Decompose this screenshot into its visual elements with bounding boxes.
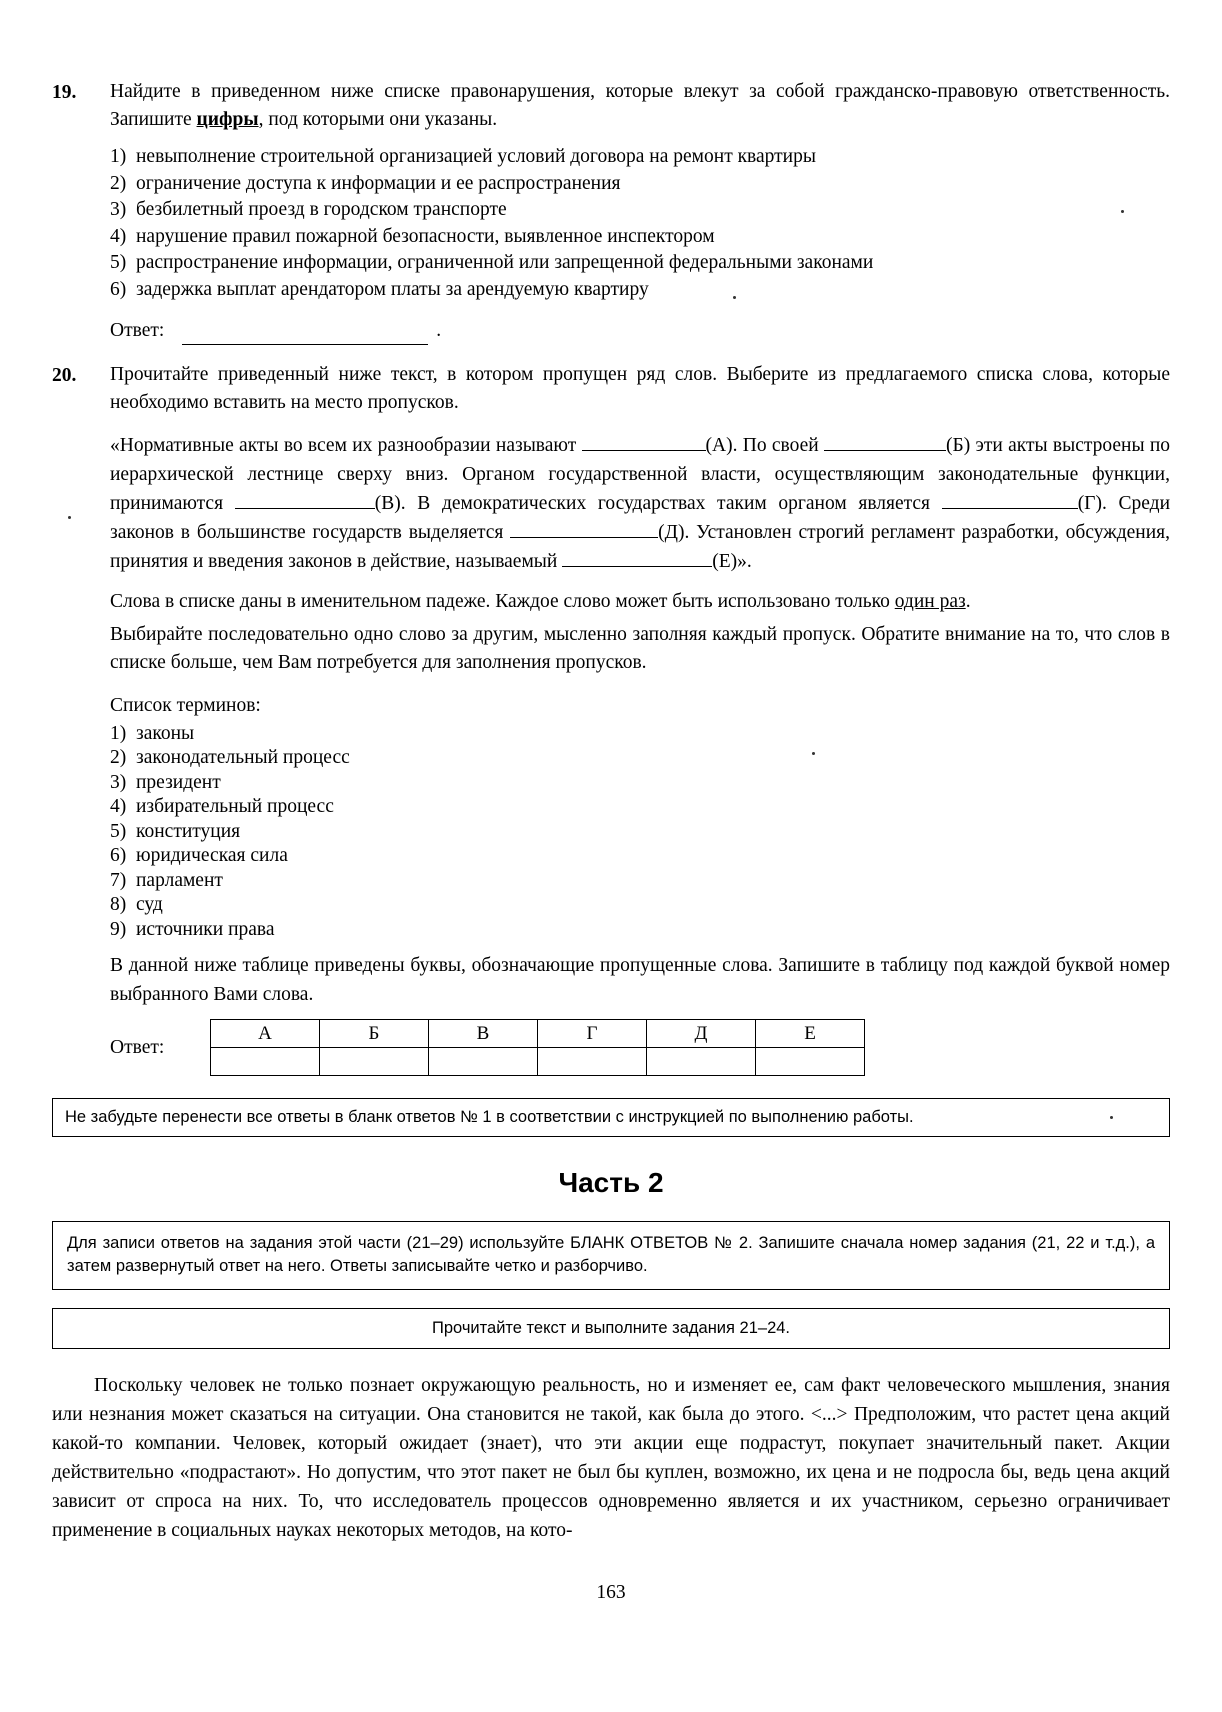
speck-mark: [68, 516, 71, 519]
page-content: [52, 78, 1170, 1545]
quote-label-g: (Г). Среди законов в большинстве государств выделяется: [110, 493, 1170, 543]
list-item: [110, 250, 1170, 277]
task-19-number: 19.: [52, 82, 77, 103]
list-item: [110, 869, 1170, 894]
term-text: суд: [136, 894, 163, 915]
table-header-cell: Г: [538, 1020, 647, 1048]
answer-cell-v[interactable]: [429, 1048, 538, 1076]
term-text: законодательный процесс: [136, 747, 350, 768]
task-20: [52, 361, 1170, 1076]
term-text: юридическая сила: [136, 845, 288, 866]
list-item: [110, 795, 1170, 820]
list-item: [110, 197, 1170, 224]
option-text: распространение информации, ограниченной или запрещенной федеральными законами: [136, 252, 874, 273]
gap-e[interactable]: [562, 549, 712, 567]
table-row: [211, 1020, 865, 1048]
gap-b[interactable]: [824, 433, 946, 451]
list-item: [110, 746, 1170, 771]
speck-mark: [1121, 210, 1124, 213]
task-20-number: 20.: [52, 365, 77, 386]
table-row: [211, 1048, 865, 1076]
answer-cell-d[interactable]: [647, 1048, 756, 1076]
quote-segment-2: (Б) эти акты выстроены по иерархической лестнице сверху вниз. Органом государственной власти, осуществляющим законодательные функции, принимаются: [110, 435, 1171, 514]
term-text: законы: [136, 722, 195, 744]
list-item: [110, 722, 1170, 747]
quote-label-a: (А). По своей: [705, 435, 819, 456]
list-item: [110, 893, 1170, 918]
gap-g[interactable]: [942, 491, 1078, 509]
read-text-label: Прочитайте текст и выполните задания 21–24.: [431, 1319, 791, 1337]
task-19-prompt: [110, 78, 1170, 134]
task-19-options: [110, 144, 1170, 303]
task-20-table-instruction: В данной ниже таблице приведены буквы, обозначающие пропущенные слова. Запишите в таблицу под каждой буквой номер выбранного Вами слова.: [110, 955, 1170, 1005]
answer-cell-e[interactable]: [756, 1048, 865, 1076]
term-number: 6): [110, 845, 127, 866]
answer-cell-g[interactable]: [538, 1048, 647, 1076]
quote-label-d: (Д). Установлен строгий регламент разработки, обсуждения, принятия и введения законов в действие, называемый: [110, 522, 1171, 572]
speck-mark: [733, 296, 736, 299]
part-2-title: Часть 2: [558, 1167, 664, 1198]
option-number: 5): [110, 252, 127, 273]
answer-input-19[interactable]: [182, 324, 428, 345]
read-text-box: [52, 1308, 1170, 1349]
gap-d[interactable]: [510, 520, 658, 538]
table-header-cell: Е: [756, 1020, 865, 1048]
term-number: 7): [110, 869, 127, 891]
task-20-note-1: [110, 588, 1170, 617]
term-number: 9): [110, 918, 127, 940]
task-19-prompt-emphasis: цифры: [196, 109, 259, 130]
option-text: невыполнение строительной организацией условий договора на ремонт квартиры: [136, 146, 816, 167]
term-text: президент: [136, 771, 221, 793]
list-item: [110, 918, 1170, 943]
note-1-part1: Слова в списке даны в именительном падеже. Каждое слово может быть использовано только: [110, 591, 895, 612]
term-number: 1): [110, 722, 127, 744]
term-text: избирательный процесс: [136, 796, 334, 817]
speck-mark: [812, 752, 815, 755]
list-item: [110, 844, 1170, 869]
list-item: [110, 171, 1170, 198]
task-20-note-2: Выбирайте последовательно одно слово за другим, мысленно заполняя каждый пропуск. Обратите внимание на то, что слов в списке больше, чем Вам потребуется для заполнения пропусков.: [110, 623, 1170, 673]
term-number: 5): [110, 820, 127, 842]
option-number: 6): [110, 278, 127, 300]
note-1-part2: .: [965, 591, 971, 612]
option-text: нарушение правил пожарной безопасности, выявленное инспектором: [136, 225, 715, 247]
term-number: 8): [110, 894, 127, 915]
table-header-cell: Б: [320, 1020, 429, 1048]
term-text: источники права: [136, 918, 275, 940]
quote-label-v: (В). В демократических государствах таким органом является: [374, 493, 931, 514]
quote-segment-1: «Нормативные акты во всем их разнообразии называют: [110, 435, 577, 456]
terms-list: [110, 722, 1170, 943]
task-20-body: [110, 361, 1170, 1076]
reading-passage: Поскольку человек не только познает окружающую реальность, но и изменяет ее, сам факт человеческого мышления, знания или незнания может сказаться на ситуации. Она становится не такой, как была до этого. <...> Предположим, что растет цена акций какой-то компании. Человек, который ожидает (знает), что эти акции еще подрастут, покупает значительный пакет. Акции действительно «подрастают». Но допустим, что этот пакет не был бы куплен, возможно, их цена и не подросла бы, ведь цена акций зависит от спроса на них. То, что исследователь процессов одновременно является и их участником, серьезно ограничивает применение в социальных науках некоторых методов, на кото-: [52, 1375, 1170, 1541]
task-20-quote: [110, 431, 1170, 576]
option-number: 1): [110, 146, 127, 167]
list-item: [110, 224, 1170, 251]
answer-table: [210, 1019, 865, 1076]
option-text: задержка выплат арендатором платы за арендуемую квартиру: [136, 278, 649, 300]
speck-mark: [1110, 1116, 1113, 1119]
table-header-cell: А: [211, 1020, 320, 1048]
task-20-answer-table-row: [110, 1019, 1170, 1076]
gap-v[interactable]: [235, 491, 375, 509]
transfer-answers-notice: [52, 1098, 1170, 1137]
quote-label-e: (Е)».: [712, 551, 752, 572]
list-item: [110, 277, 1170, 304]
gap-a[interactable]: [582, 433, 706, 451]
part-2-instruction-box: [52, 1221, 1170, 1290]
task-19-prompt-part2: , под которыми они указаны.: [258, 109, 498, 130]
list-item: [110, 144, 1170, 171]
page-number: 163: [596, 1582, 626, 1603]
answer-cell-a[interactable]: [211, 1048, 320, 1076]
option-number: 3): [110, 199, 127, 220]
list-item: [110, 771, 1170, 796]
term-number: 4): [110, 796, 127, 817]
term-number: 2): [110, 747, 127, 768]
option-text: ограничение доступа к информации и ее распространения: [136, 172, 621, 194]
task-20-prompt: Прочитайте приведенный ниже текст, в котором пропущен ряд слов. Выберите из предлагаемого списка слова, которые необходимо вставить на место пропусков.: [110, 364, 1170, 413]
option-number: 2): [110, 172, 127, 194]
task-19-body: [110, 78, 1170, 345]
notice-text: Не забудьте перенести все ответы в бланк ответов № 1 в соответствии с инструкцией по выполнению работы.: [65, 1108, 914, 1126]
answer-suffix: .: [436, 320, 442, 341]
answer-cell-b[interactable]: [320, 1048, 429, 1076]
answer-label: Ответ:: [110, 1036, 165, 1058]
task-19-answer-row: [110, 317, 1170, 345]
table-header-cell: В: [429, 1020, 538, 1048]
table-header-cell: Д: [647, 1020, 756, 1048]
term-number: 3): [110, 771, 127, 793]
list-item: [110, 820, 1170, 845]
part-2-instruction-text: Для записи ответов на задания этой части (21–29) используйте БЛАНК ОТВЕТОВ № 2. Запишите сначала номер задания (21, 22 и т.д.), а затем развернутый ответ на него. Ответы записывайте четко и разборчиво.: [67, 1234, 1155, 1275]
option-text: безбилетный проезд в городском транспорте: [136, 199, 507, 220]
task-19-prompt-part1: Найдите в приведенном ниже списке правонарушения, которые влекут за собой гражданско-правовую ответственность. Запишите: [110, 81, 1170, 130]
terms-title: Список терминов:: [110, 694, 261, 716]
task-19: [52, 78, 1170, 345]
answer-label: Ответ:: [110, 320, 165, 341]
note-1-underline: один раз: [894, 591, 966, 612]
option-number: 4): [110, 225, 127, 247]
term-text: конституция: [136, 820, 241, 842]
term-text: парламент: [136, 869, 223, 891]
